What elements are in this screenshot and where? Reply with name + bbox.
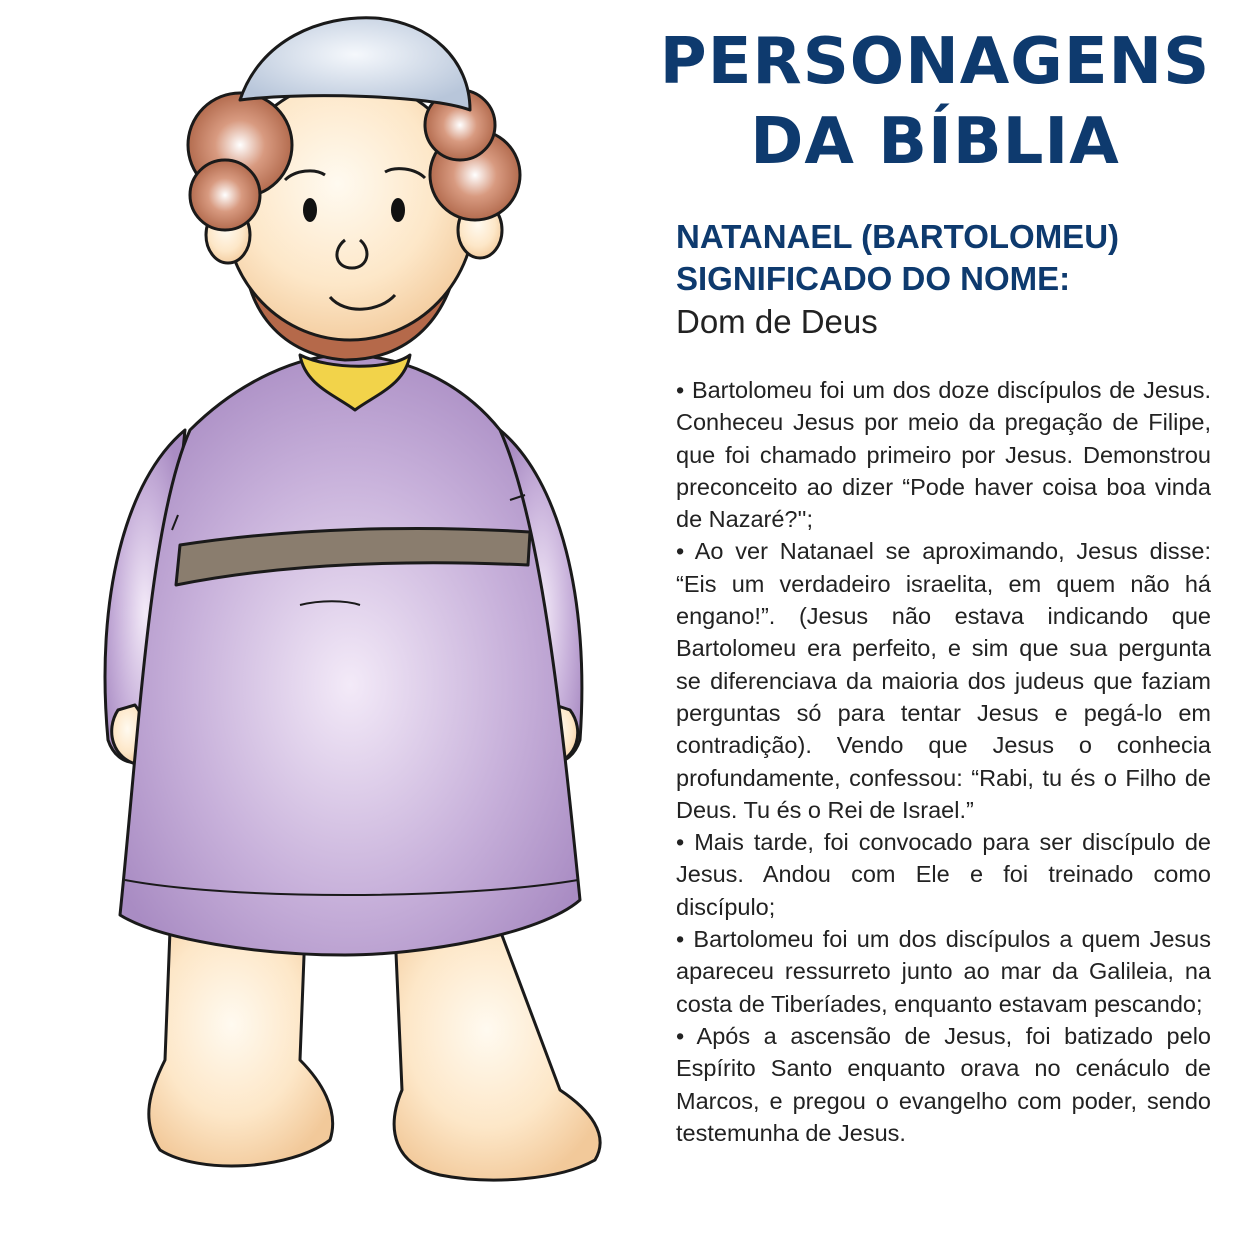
- bullet-list: [676, 374, 1211, 1149]
- meaning-value: Dom de Deus: [676, 303, 878, 340]
- right-eye: [391, 198, 405, 222]
- character-name-block: [676, 216, 1216, 344]
- character-name: NATANAEL (BARTOLOMEU): [676, 218, 1120, 255]
- bullet-item: • Ao ver Natanael se aproximando, Jesus disse: “Eis um verdadeiro israelita, em quem não há engano!”. (Jesus não estava indicando que Bartolomeu era perfeito, e sim que sua pergunta se diferenciava da maioria dos judeus que faziam perguntas só para tentar Jesus e pegá-lo em contradição). Vendo que Jesus o conhecia profundamente, confessou: “Rabi, tu és o Filho de Deus. Tu és o Rei de Israel.”: [676, 538, 1211, 823]
- title-line-1: PERSONAGENS: [659, 25, 1211, 99]
- bullet-item: • Bartolomeu foi um dos doze discípulos de Jesus. Conheceu Jesus por meio da pregação de Filipe, que foi chamado primeiro por Jesus. Demonstrou preconceito ao dizer “Pode haver coisa boa vinda de Nazaré?'';: [676, 377, 1211, 533]
- bullet-item: • Mais tarde, foi convocado para ser discípulo de Jesus. Andou com Ele e foi treinado como discípulo;: [676, 829, 1211, 920]
- bullet-item: • Bartolomeu foi um dos discípulos a quem Jesus apareceu ressurreto junto ao mar da Galileia, na costa de Tiberíades, enquanto estavam pescando;: [676, 926, 1211, 1017]
- left-eye: [303, 198, 317, 222]
- left-leg: [149, 930, 333, 1166]
- title-line-2: DA BÍBLIA: [750, 105, 1120, 179]
- bullet-item: • Após a ascensão de Jesus, foi batizado pelo Espírito Santo enquanto orava no cenáculo de Marcos, e pregou o evangelho com poder, sendo testemunha de Jesus.: [676, 1022, 1211, 1146]
- meaning-label: SIGNIFICADO DO NOME:: [676, 260, 1071, 297]
- page-title: [640, 22, 1230, 182]
- cap: [240, 18, 470, 110]
- right-leg: [394, 930, 600, 1180]
